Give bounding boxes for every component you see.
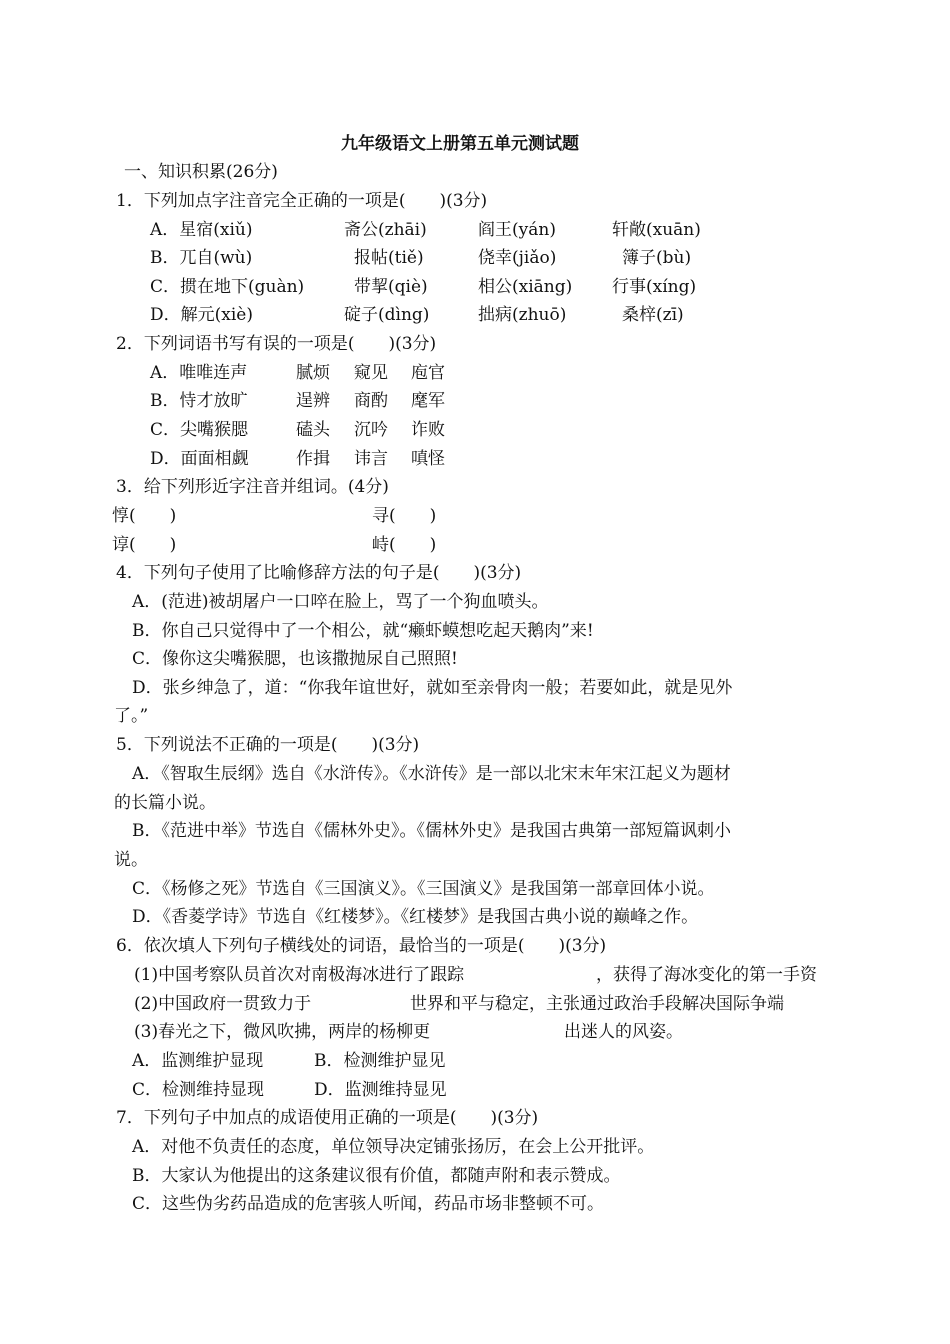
option-item: 相公(xiāng) xyxy=(478,277,573,297)
option-item: 拙病(zhuō) xyxy=(478,305,567,325)
option-c: C．这些伪劣药品造成的危害骇人听闻，药品市场非整顿不可。 xyxy=(132,1194,605,1214)
sentence-2: (2)中国政府一贯致力于 xyxy=(134,994,312,1014)
option-b-continued: 说。 xyxy=(114,850,148,870)
option-item: 桑梓(zī) xyxy=(622,305,684,325)
question-stem: 1．下列加点字注音完全正确的一项是( )(3分) xyxy=(116,191,488,211)
option-a: A．《智取生辰纲》选自《水浒传》。《水浒传》是一部以北宋末年宋江起义为题材 xyxy=(132,764,731,784)
option-b: B．兀自(wù) xyxy=(150,248,253,268)
option-b: B．你自己只觉得中了一个相公，就“癞虾蟆想吃起天鹅肉”来! xyxy=(132,621,594,641)
option-b: B．恃才放旷 xyxy=(150,391,248,411)
sentence-2-tail: 世界和平与稳定，主张通过政治手段解决国际争端 xyxy=(410,994,784,1014)
option-item: 碇子(dìng) xyxy=(344,305,430,325)
option-a: A．唯唯连声 xyxy=(150,363,248,383)
option-item: 嗔怪 xyxy=(411,449,445,469)
question-stem: 3．给下列形近字注音并组词。(4分) xyxy=(116,477,389,497)
exam-title: 九年级语文上册第五单元测试题 xyxy=(341,134,579,154)
option-item: 讳言 xyxy=(354,449,388,469)
option-c: C．检测维持显现 xyxy=(132,1080,265,1100)
option-a-continued: 的长篇小说。 xyxy=(114,793,216,813)
option-c: C．像你这尖嘴猴腮，也该撒抛尿自己照照! xyxy=(132,649,458,669)
option-item: 麾军 xyxy=(411,391,445,411)
option-item: 阎王(yán) xyxy=(478,220,556,240)
option-item: 磕头 xyxy=(296,420,330,440)
option-item: 行事(xíng) xyxy=(612,277,697,297)
option-d: D．《香菱学诗》节选自《红楼梦》。《红楼梦》是我国古典小说的巅峰之作。 xyxy=(132,907,699,927)
option-item: 腻烦 xyxy=(296,363,330,383)
question-stem: 6．依次填人下列句子横线处的词语，最恰当的一项是( )(3分) xyxy=(116,936,607,956)
option-d-continued: 了。” xyxy=(114,706,149,726)
option-d: D．张乡绅急了，道：“你我年谊世好，就如至亲骨肉一般；若要如此，就是见外 xyxy=(132,678,733,698)
sentence-1: (1)中国考察队员首次对南极海冰进行了跟踪 xyxy=(134,965,465,985)
option-item: 诈败 xyxy=(411,420,445,440)
option-b: B．检测维护显见 xyxy=(314,1051,446,1071)
option-item: 簿子(bù) xyxy=(622,248,692,268)
option-item: 沉吟 xyxy=(354,420,388,440)
option-d: D．解元(xiè) xyxy=(150,305,253,325)
option-a: A．(范进)被胡屠户一口啐在脸上，骂了一个狗血喷头。 xyxy=(132,592,549,612)
char-item: 峙( ) xyxy=(372,535,437,555)
option-d: D．监测维持显见 xyxy=(314,1080,447,1100)
option-item: 作揖 xyxy=(296,449,330,469)
option-c: C．尖嘴猴腮 xyxy=(150,420,249,440)
sentence-3: (3)春光之下，微风吹拂，两岸的杨柳更 xyxy=(134,1022,431,1042)
option-item: 商酌 xyxy=(354,391,388,411)
question-stem: 2．下列词语书写有误的一项是( )(3分) xyxy=(116,334,437,354)
question-stem: 4．下列句子使用了比喻修辞方法的句子是( )(3分) xyxy=(116,563,522,583)
option-a: A．监测维护显现 xyxy=(132,1051,264,1071)
option-c: C．《杨修之死》节选自《三国演义》。《三国演义》是我国第一部章回体小说。 xyxy=(132,879,715,899)
char-item: 寻( ) xyxy=(372,506,437,526)
option-item: 侥幸(jiǎo) xyxy=(478,248,557,268)
option-item: 窥见 xyxy=(354,363,388,383)
sentence-3-tail: 出迷人的风姿。 xyxy=(564,1022,683,1042)
option-item: 庖官 xyxy=(411,363,445,383)
section-heading: 一、知识积累(26分) xyxy=(124,162,278,182)
option-item: 报帖(tiě) xyxy=(354,248,424,268)
option-item: 带挈(qiè) xyxy=(354,277,428,297)
char-item: 谆( ) xyxy=(112,535,177,555)
option-a: A．对他不负责任的态度，单位领导决定铺张扬厉，在会上公开批评。 xyxy=(132,1137,655,1157)
question-stem: 7．下列句子中加点的成语使用正确的一项是( )(3分) xyxy=(116,1108,539,1128)
option-b: B．《范进中举》节选自《儒林外史》。《儒林外史》是我国古典第一部短篇讽刺小 xyxy=(132,821,731,841)
question-stem: 5．下列说法不正确的一项是( )(3分) xyxy=(116,735,420,755)
option-item: 轩敞(xuān) xyxy=(612,220,701,240)
option-b: B．大家认为他提出的这条建议很有价值，都随声附和表示赞成。 xyxy=(132,1166,621,1186)
sentence-1-tail: ，获得了海冰变化的第一手资 xyxy=(596,965,817,985)
option-a: A．星宿(xiǔ) xyxy=(150,220,253,240)
option-d: D．面面相觑 xyxy=(150,449,249,469)
option-item: 逞辨 xyxy=(296,391,330,411)
option-item: 斋公(zhāi) xyxy=(344,220,427,240)
char-item: 惇( ) xyxy=(112,506,177,526)
option-c: C．掼在地下(guàn) xyxy=(150,277,305,297)
